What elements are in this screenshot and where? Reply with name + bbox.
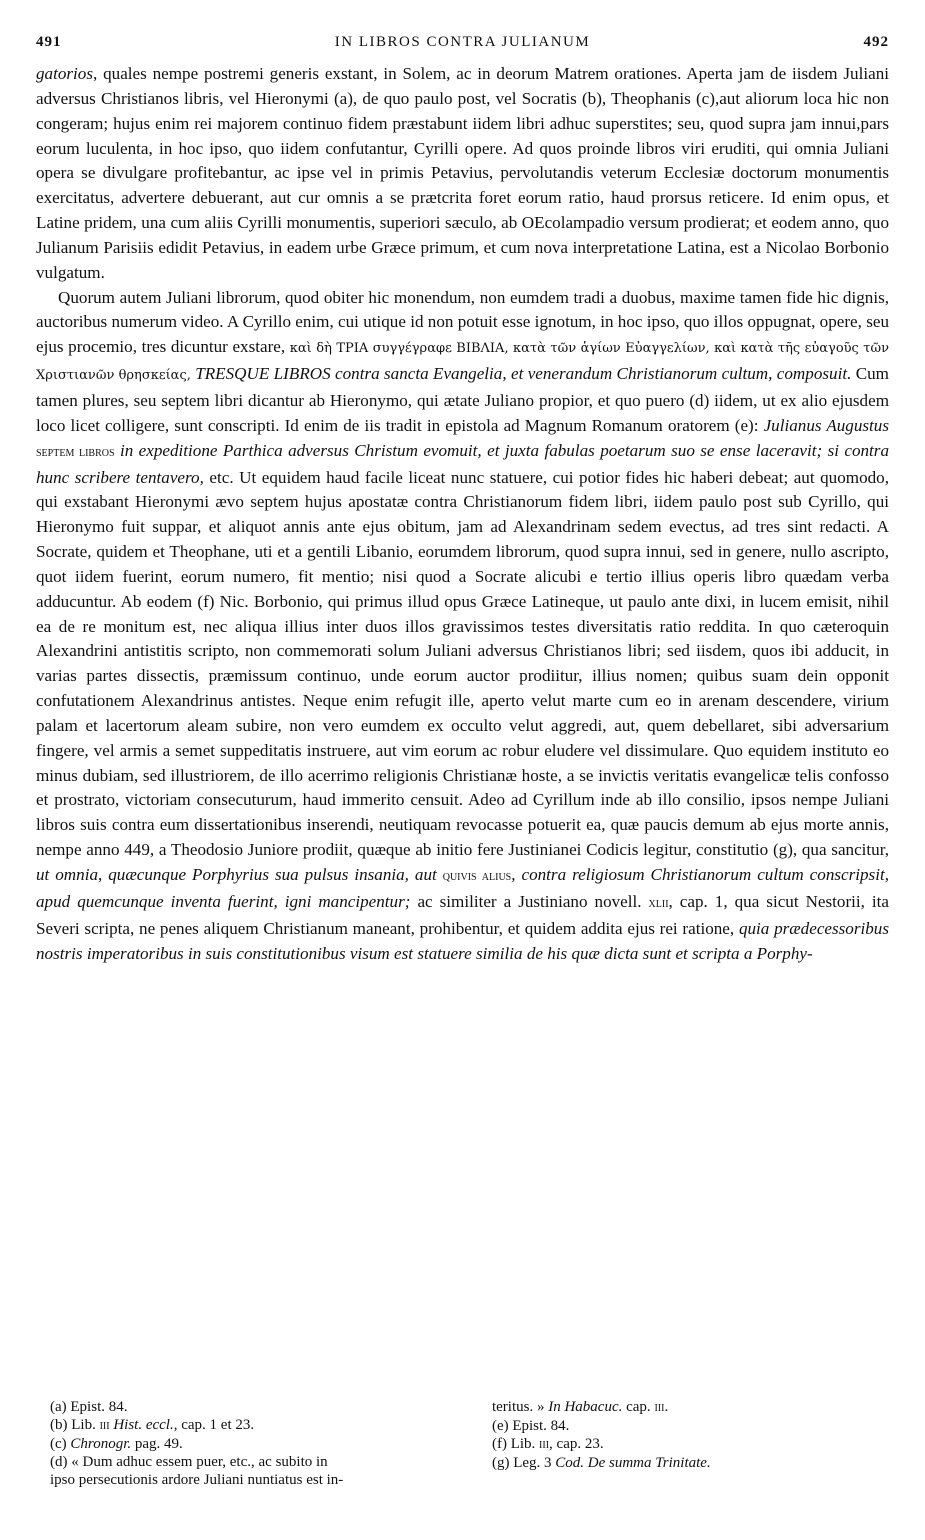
footnote-text: ipso persecutionis ardore Juliani nuntiatus est in-	[50, 1472, 344, 1488]
footnote-c	[50, 1435, 468, 1453]
footnote-text: (b) Lib.	[50, 1417, 100, 1433]
footnotes-left-column	[50, 1398, 468, 1489]
italic-text: Chronogr.	[70, 1436, 132, 1452]
italic-text: Julianus Augustus	[763, 415, 889, 435]
greek-quotation: καὶ δὴ ΤΡΙΑ συγγέγραφε ΒΙΒΛΙΑ, κατὰ τῶν ἁγίων Εὐαγγελίων, καὶ κατὰ τῆς εὐαγοῦς τῶν Χριστιανῶν θρησκείας,	[36, 341, 889, 384]
italic-text: Cod. De summa Trinitate.	[555, 1455, 711, 1471]
paragraph-text: Cum tamen plures, seu septem libri dicantur ab Hieronymo, qui ætate Juliano propior, et quo puero (d) iidem, ut ex alio ejusdem loco licet colligere, sunt conscripti. Id enim de iis tradit in epistola ad Magnum Romanum oratorem (e):	[36, 364, 889, 435]
paragraph-text: , cap. 1, qua sicut Nestorii, ita Severi scripta, ne penes aliquem Christianum maneant, prohibentur, et quidem addita ejus rei ratione,	[36, 891, 890, 938]
footnote-d-continued	[50, 1471, 468, 1489]
small-caps-text: septem libros	[36, 444, 115, 460]
left-page-number: 491	[36, 34, 62, 50]
paragraph-1	[36, 62, 889, 286]
footnote-d-end	[492, 1398, 890, 1417]
small-caps-text: iii	[539, 1437, 550, 1452]
main-text	[36, 62, 889, 966]
italic-text: In Habacuc.	[548, 1399, 623, 1415]
small-caps-text: quivis alius	[442, 869, 512, 884]
footnotes-right-column	[468, 1398, 890, 1489]
footnote-text: teritus. »	[491, 1399, 549, 1415]
footnotes	[50, 1398, 890, 1489]
footnote-text: , cap. 1 et 23.	[173, 1417, 255, 1433]
small-caps-text: xlii	[648, 895, 669, 911]
footnote-text: (f) Lib.	[491, 1436, 540, 1452]
paragraph-text: Quorum autem Juliani librorum, quod obiter hic monendum, non eumdem tradi a duobus, maxime tamen fide hic dignis, auctoribus numerum video. A Cyrillo enim, cui utique id non potuit esse ignotum, in hoc ipso, quo illos oppugnat, opere, seu ejus procemio, tres dicuntur exstare,	[36, 287, 889, 357]
italic-text: quia prædecessoribus nostris imperatoribus in suis constitutionibus visum est statuere similia de his quæ dicta sunt et scripta a Porphy-	[36, 918, 889, 963]
italic-text: TRESQUE LIBROS contra sancta Evangelia, et venerandum Christianorum cultum, composuit.	[195, 364, 852, 384]
small-caps-text: iii	[99, 1418, 110, 1433]
footnote-text: , cap. 23.	[549, 1436, 604, 1452]
paragraph-2	[36, 286, 889, 967]
footnote-f	[492, 1435, 890, 1454]
italic-text: gatorios	[36, 64, 93, 83]
italic-text: Hist. eccl.	[109, 1417, 174, 1433]
footnote-text: pag. 49.	[131, 1436, 183, 1452]
footnote-text: cap.	[622, 1399, 655, 1415]
footnote-text: (a) Epist. 84.	[50, 1399, 128, 1415]
footnote-e	[492, 1417, 890, 1435]
footnote-b	[50, 1416, 468, 1435]
footnote-a	[50, 1398, 468, 1416]
running-title: IN LIBROS CONTRA JULIANUM	[334, 34, 591, 50]
footnote-g	[492, 1454, 890, 1472]
footnote-text: (d) « Dum adhuc essem puer, etc., ac subito in	[50, 1454, 328, 1470]
paragraph-text: , quales nempe postremi generis exstant, in Solem, ac in deorum Matrem orationes. Aperta jam de iisdem Juliani adversus Christianos libris, vel Hieronymi (a), de quo paulo post, vel Socratis (b), Theophanis (c),aut aliorum loca hic non congeram; hujus enim rei majorem continuo fidem præstabunt iidem libri adhuc superstites; seu, quod supra jam innui,pars eorum luculenta, in hoc ipso, quo iidem confutantur, Cyrilli opere. Ad quos proinde libros viri eruditi, qui omnia Juliani opera se divulgare profitebantur, ac ipse vel in primis Petavius, pervolutandis veterum Ecclesiæ doctorum monumentis exercitatus, advertere debuerant, aut cur omnis a se prætcrita foret eorum ratio, haud prorsus reticere. Id enim opus, et Latine pridem, una cum aliis Cyrilli monumentis, superiori sæculo, ab OEcolampadio versum prodierat; et eodem anno, quo Julianum Parisiis edidit Petavius, in eadem urbe Græce primum, et cum nova interpretatione Latina, est a Nicolao Borbonio vulgatum.	[36, 64, 889, 282]
footnote-text: (c)	[50, 1436, 71, 1452]
footnote-text: (e) Epist. 84.	[491, 1418, 570, 1434]
small-caps-text: iii	[654, 1400, 665, 1415]
right-page-number: 492	[863, 34, 889, 50]
italic-text: in expeditione Parthica adversus Christum evomuit, et juxta fabulas poetarum suo se ense laceravit; si contra hunc scribere tentavero,	[36, 440, 890, 487]
italic-text: , contra religiosum Christianorum cultum conscripsit, apud quemcunque inventa fuerint, igni mancipentur;	[36, 865, 889, 911]
footnote-d	[50, 1453, 468, 1471]
page	[36, 34, 890, 1488]
paragraph-text: ac similiter a Justiniano novell.	[417, 891, 642, 911]
paragraph-text: etc. Ut equidem haud facile liceat nunc statuere, cui potior fides hic haberi debeat; aut quomodo, qui exstabant Hieronymi ævo septem hujus apostatæ contra Christianorum fidem libri, iidem paulo post sub Cyrillo, qui Hieronymo fuit suppar, et aliquot annis ante ejus obitum, jam ad Alexandrinam sedem evectus, ad tres sint redacti. A Socrate, quidem et Theophane, uti et a gentili Libanio, eorumdem librorum, quod supra innui, sed in genere, nullo ascripto, quot iidem fuerint, eorum numero, fit mentio; nisi quod a Socrate alicubi e tertio illius operis libro quædam verba adducuntur. Ab eodem (f) Nic. Borbonio, qui primus illud opus Græce Latineque, ut paulo ante dixi, in lucem emisit, nihil ea de re monitum est, nec aliqua illius inter duos illos gravissimos testes diversitatis ratio reddita. In quo cæteroquin Alexandrini antistitis scripto, non commemorati solum Juliani adversus Christianos libri; sed iisdem, quos ibi adducit, in varias partes dissectis, præmissum continuo, unde eorum auctor prodiitur, illius nomen; quibus suam dein opponit confutationem Alexandrinus antistes. Neque enim refugit ille, aperto velut marte cum eo in arenam descendere, virium palam et lacertorum aleam subire, non vero eumdem ex occulto velut aggredi, aut, quem debellaret, sibi adversarium fingere, vel armis a semet suppeditatis instruere, aut vim eorum ac robur eludere vel dissimulare. Quo equidem instituto eo minus dubiam, sed illustriorem, de illo acerrimo religionis Christianæ hoste, a se invictis veritatis evangelicæ telis confosso et prostrato, victoriam consecuturum, haud immerito censuit. Adeo ad Cyrillum inde ab illo consilio, ipsos nempe Juliani libros suis contra eum dissertationibus inserendi, neutiquam revocasse potuerit ea, quæ paucis demum ab ejus morte annis, nempe anno 449, a Theodosio Juniore prodiit, quæque ab initio fere Justinianei Codicis legitur, constitutio (g), qua sancitur,	[36, 467, 889, 860]
running-header	[36, 34, 889, 56]
italic-text: ut omnia, quæcunque Porphyrius sua pulsus insania, aut	[36, 865, 437, 884]
footnote-text: (g) Leg. 3	[491, 1455, 556, 1471]
footnote-text: .	[664, 1399, 669, 1415]
